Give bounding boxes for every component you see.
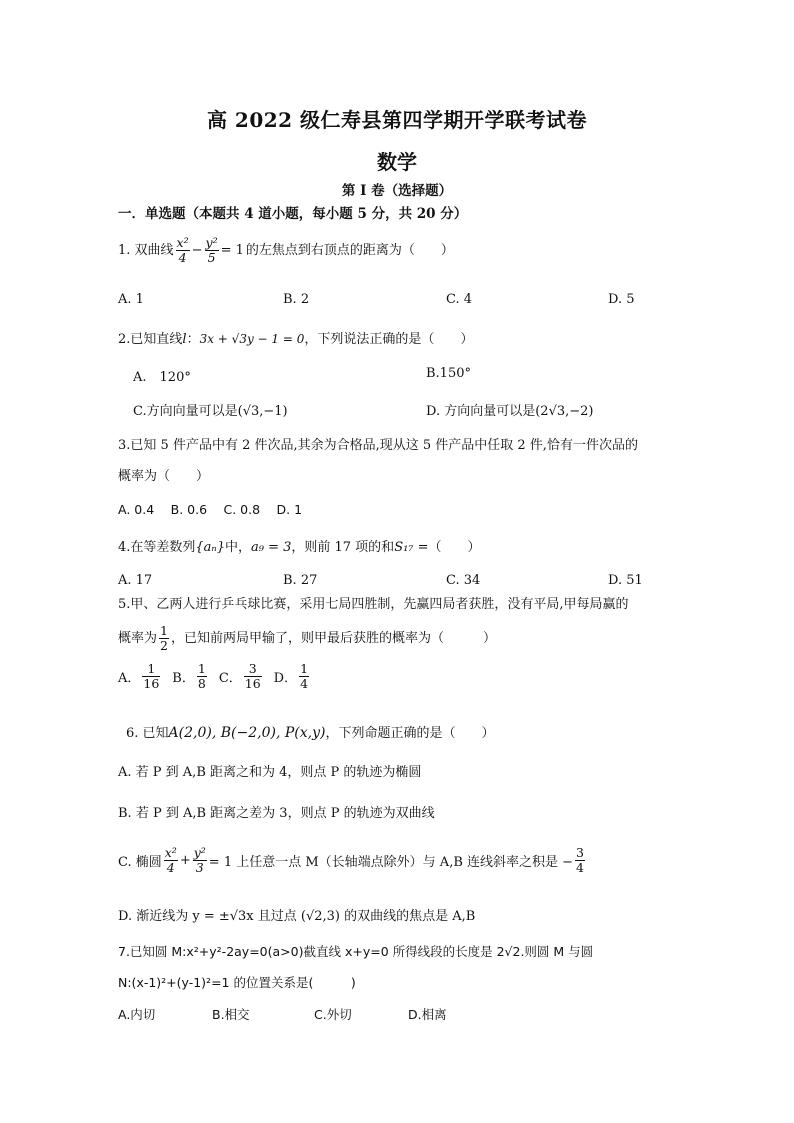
q6-suffix: ，下列命题正确的是（ ） (325, 726, 495, 741)
q7-option-a: A.内切 (118, 1007, 156, 1022)
q4-prefix: 4.在等差数列 (118, 540, 196, 555)
q6-option-c-plus: + (179, 853, 191, 868)
q5-option-d-fraction: $\frac{1}{4}$ (300, 661, 309, 691)
q5-suffix: ，已知前两局甲输了，则甲最后获胜的概率为（ ） (170, 630, 496, 646)
q6-option-c-fraction-y: $\frac{\text{y²}}{3}$ (193, 845, 206, 875)
q6-prefix: 6. 已知 (126, 726, 169, 741)
q1-option-c: C. 4 (446, 292, 473, 307)
q5-probability-fraction: $\frac{1}{2}$ (160, 623, 168, 653)
q6-option-c-prefix: C. 椭圆 (118, 855, 162, 870)
q1-fraction-y: $\frac{\text{y²}}{5}$ (205, 235, 218, 265)
q1-suffix: 的左焦点到右顶点的距离为（ ） (245, 242, 454, 258)
q6-option-d: D. 渐近线为 y = ±√3x 且过点 (√2,3) 的双曲线的焦点是 A,B (118, 909, 476, 924)
q1-fraction-x: $\frac{\text{x²}}{4}$ (176, 235, 189, 265)
question-7-line-1: 7.已知圆 M:x²+y²-2ay=0(a>0)截直线 x+y=0 所得线段的长度是 2√2.则圆 M 与圆 (118, 944, 594, 959)
q4-suffix: （ ） (428, 540, 481, 555)
q5-prefix: 概率为 (118, 630, 158, 646)
q6-points: A(2,0), B(−2,0), P(x,y) (168, 725, 326, 741)
q4-mid-2: ，则前 17 项的和 (291, 540, 395, 555)
q6-option-c-mid: = 1 上任意一点 M（长轴端点除外）与 A,B 连线斜率之积是 − (208, 855, 574, 870)
question-4 (118, 539, 481, 557)
q5-option-b-fraction: $\frac{1}{8}$ (197, 661, 206, 691)
question-3-line-2: 概率为（ ） (118, 469, 210, 484)
part-title: 第 I 卷（选择题） (341, 183, 453, 199)
q4-option-b: B. 27 (283, 573, 318, 588)
q2-equation: 3x + √3y − 1 = 0 (199, 332, 305, 346)
q4-mid-1: 中， (224, 540, 251, 555)
q1-option-b: B. 2 (283, 292, 310, 307)
question-2 (118, 330, 473, 349)
q1-option-d: D. 5 (608, 292, 635, 307)
q5-option-b-label: B． (172, 671, 195, 686)
q5-option-d-label: D． (273, 671, 298, 686)
q2-suffix: ，下列说法正确的是（ ） (304, 332, 474, 347)
q2-option-a: A. 120° (133, 370, 191, 385)
q6-option-b: B. 若 P 到 A,B 距离之差为 3，则点 P 的轨迹为双曲线 (118, 806, 435, 821)
q1-equals: = 1 (220, 242, 244, 258)
q5-options (118, 662, 311, 691)
section-heading: 一．单选题（本题共 4 道小题，每小题 5 分，共 20 分） (118, 206, 468, 222)
q7-option-d: D.相离 (408, 1007, 447, 1022)
q6-option-a: A. 若 P 到 A,B 距离之和为 4，则点 P 的轨迹为椭圆 (118, 765, 422, 780)
q3-options: A. 0.4 B. 0.6 C. 0.8 D. 1 (118, 502, 303, 517)
question-3-line-1: 3.已知 5 件产品中有 2 件次品,其余为合格品,现从这 5 件产品中任取 2 件,恰有一件次品的 (118, 438, 638, 453)
exam-title: 高 2022 级仁寿县第四学期开学联考试卷 (206, 108, 588, 132)
subject-title: 数学 (377, 150, 417, 174)
q7-option-b: B.相交 (212, 1007, 250, 1022)
q5-option-a-fraction: $\frac{1}{16}$ (143, 661, 160, 691)
q4-sum: S₁₇ = (394, 540, 429, 555)
question-6 (126, 724, 494, 743)
q1-prefix: 1. 双曲线 (118, 242, 174, 258)
q4-option-a: A. 17 (118, 573, 153, 588)
question-1 (118, 236, 454, 265)
q4-sequence: {aₙ} (195, 540, 225, 555)
q4-condition: a₉ = 3 (250, 540, 292, 555)
q2-line-var: l (182, 332, 187, 347)
q5-option-a-label: A． (118, 671, 141, 686)
q6-option-c-fraction-x: $\frac{\text{x²}}{4}$ (164, 845, 177, 875)
q2-prefix: 2.已知直线 (118, 332, 183, 347)
q2-colon: ： (186, 332, 200, 347)
q4-option-c: C. 34 (446, 573, 481, 588)
q6-option-c-fraction-slope: $\frac{3}{4}$ (576, 845, 584, 875)
q2-option-d: D. 方向向量可以是(2√3,−2) (426, 404, 594, 419)
q5-option-c-fraction: $\frac{3}{16}$ (244, 661, 261, 691)
question-5-line-1: 5.甲、乙两人进行乒乓球比赛，采用七局四胜制，先赢四局者获胜，没有平局,甲每局赢的 (118, 597, 629, 612)
q2-option-c: C.方向向量可以是(√3,−1) (133, 404, 288, 419)
q1-option-a: A. 1 (118, 292, 144, 307)
q5-option-c-label: C． (218, 671, 242, 686)
q7-option-c: C.外切 (314, 1007, 352, 1022)
q6-option-c (118, 846, 587, 875)
q1-minus: − (191, 242, 203, 258)
question-7-line-2: N:(x-1)²+(y-1)²=1 的位置关系是( ) (118, 975, 356, 990)
q2-option-b: B.150° (426, 366, 471, 381)
q4-option-d: D. 51 (608, 573, 643, 588)
question-5-line-2 (118, 624, 496, 653)
